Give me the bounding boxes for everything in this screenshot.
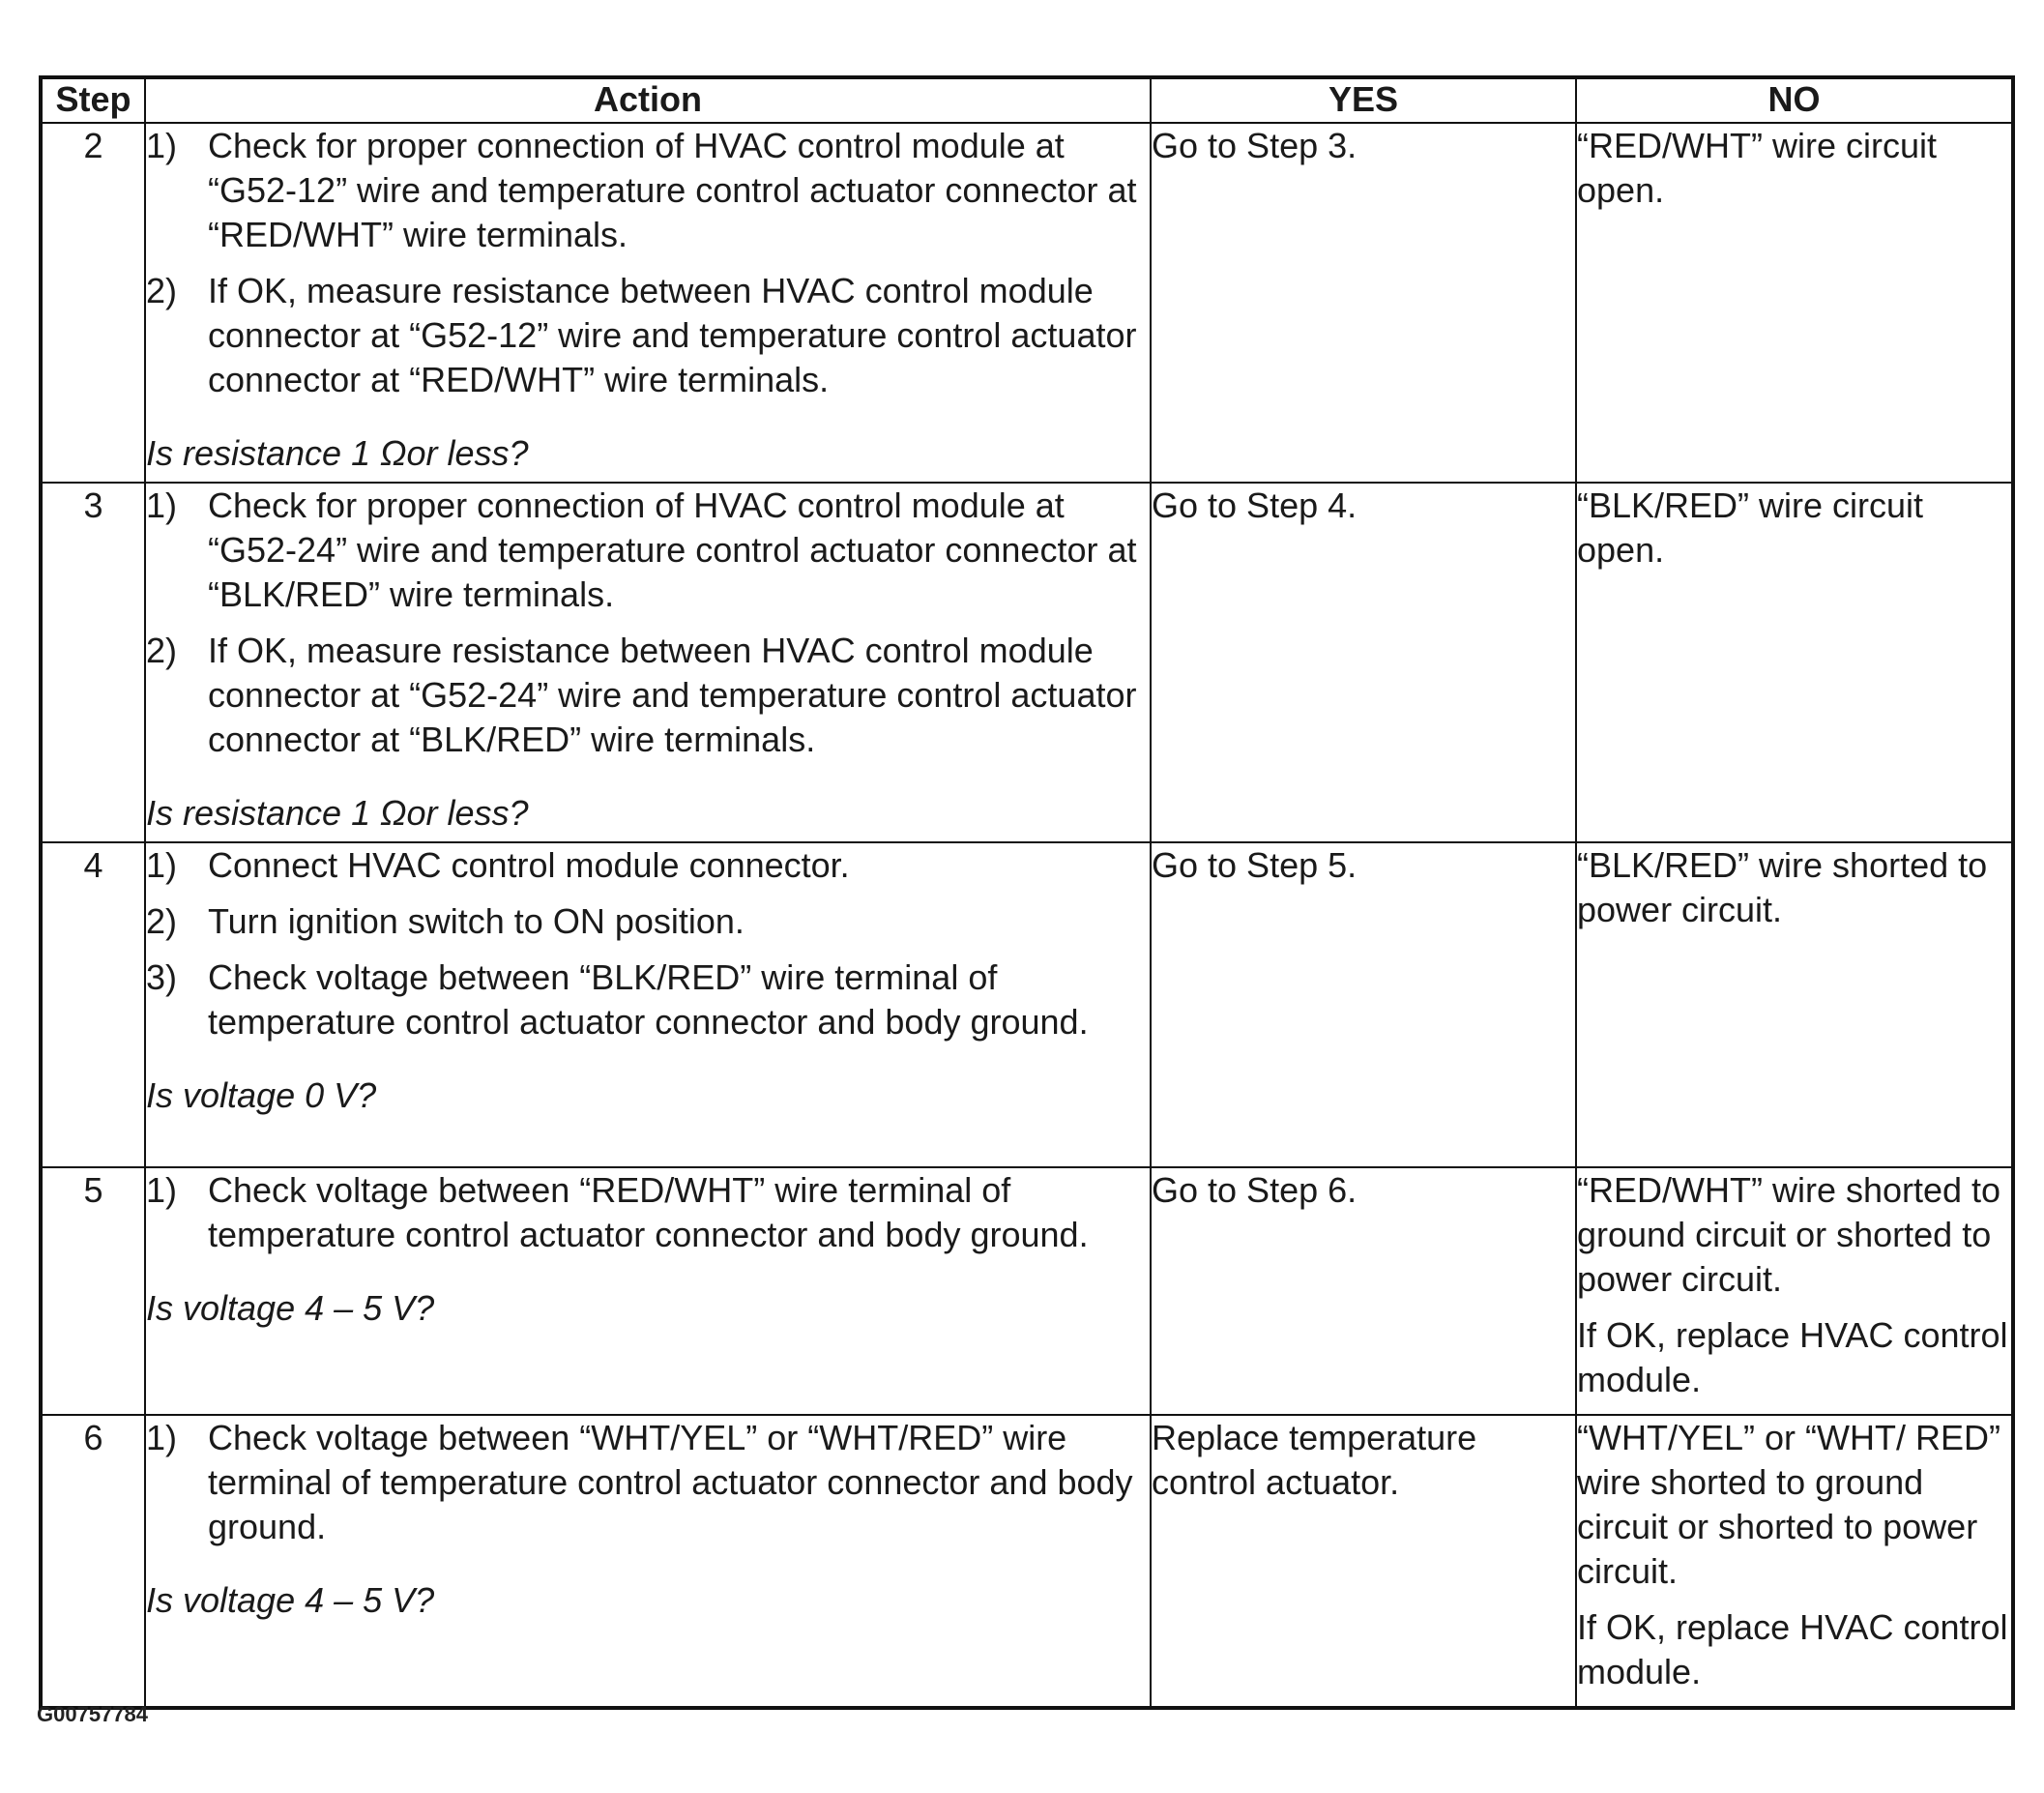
action-item-number: 2) [146, 631, 178, 670]
action-item [146, 269, 1150, 402]
table-row [41, 483, 2013, 842]
step-number: 5 [41, 1167, 145, 1415]
step-number: 4 [41, 842, 145, 1167]
yes-header: YES [1151, 77, 1576, 123]
no-result [1576, 842, 2013, 1167]
table-body [41, 123, 2013, 1708]
action-cell [145, 1415, 1151, 1708]
no-result-paragraph: “BLK/RED” wire shorted to power circuit. [1577, 845, 1988, 929]
action-item-text: Check for proper connection of HVAC control module at “G52-12” wire and temperature control actuator connector at “RED/WHT” wire terminals. [208, 126, 1137, 254]
no-result-paragraph: “WHT/YEL” or “WHT/ RED” wire shorted to ground circuit or shorted to power circuit. [1577, 1418, 2000, 1591]
action-item-number: 1) [146, 1170, 178, 1210]
action-question: Is voltage 4 – 5 V? [146, 1288, 435, 1328]
action-item [146, 955, 1150, 1044]
no-result-paragraph: If OK, replace HVAC control module. [1577, 1607, 2008, 1691]
action-item-text: If OK, measure resistance between HVAC control module connector at “G52-12” wire and temperature control actuator connector at “RED/WHT” wire terminals. [208, 271, 1137, 399]
no-result-paragraph: If OK, replace HVAC control module. [1577, 1315, 2008, 1399]
action-item [146, 629, 1150, 762]
yes-result: Replace temperature control actuator. [1151, 1415, 1576, 1708]
table-row [41, 123, 2013, 483]
action-item [146, 1168, 1150, 1257]
figure-id: G00757784 [37, 1702, 148, 1726]
no-header: NO [1576, 77, 2013, 123]
action-question: Is resistance 1 Ωor less? [146, 793, 529, 833]
action-cell [145, 1167, 1151, 1415]
action-item-number: 2) [146, 901, 178, 941]
table-row [41, 1167, 2013, 1415]
action-question: Is voltage 0 V? [146, 1075, 377, 1115]
yes-result: Go to Step 5. [1151, 842, 1576, 1167]
action-cell [145, 483, 1151, 842]
action-item-text: Connect HVAC control module connector. [208, 845, 850, 885]
action-question: Is resistance 1 Ωor less? [146, 433, 529, 473]
action-item-number: 1) [146, 126, 178, 165]
action-item [146, 843, 1150, 888]
action-item-number: 1) [146, 485, 178, 525]
yes-result: Go to Step 4. [1151, 483, 1576, 842]
step-number: 2 [41, 123, 145, 483]
no-result [1576, 483, 2013, 842]
no-result-paragraph: “RED/WHT” wire circuit open. [1577, 126, 1937, 210]
yes-result: Go to Step 3. [1151, 123, 1576, 483]
no-result [1576, 123, 2013, 483]
action-item-text: Turn ignition switch to ON position. [208, 901, 745, 941]
action-item [146, 484, 1150, 617]
action-item-text: Check for proper connection of HVAC control module at “G52-24” wire and temperature control actuator connector at “BLK/RED” wire terminals. [208, 485, 1137, 614]
action-item-text: Check voltage between “WHT/YEL” or “WHT/RED” wire terminal of temperature control actuator connector and body ground. [208, 1418, 1133, 1546]
yes-result: Go to Step 6. [1151, 1167, 1576, 1415]
action-item [146, 1416, 1150, 1549]
action-cell [145, 123, 1151, 483]
action-question: Is voltage 4 – 5 V? [146, 1580, 435, 1620]
no-result-paragraph: “RED/WHT” wire shorted to ground circuit or shorted to power circuit. [1577, 1170, 2001, 1299]
diagnostic-table [39, 75, 2015, 1710]
action-item-number: 2) [146, 271, 178, 310]
action-item-number: 1) [146, 845, 178, 885]
action-item-number: 1) [146, 1418, 178, 1457]
action-cell [145, 842, 1151, 1167]
header-row [41, 77, 2013, 123]
action-item-text: Check voltage between “RED/WHT” wire terminal of temperature control actuator connector and body ground. [208, 1170, 1089, 1254]
step-number: 3 [41, 483, 145, 842]
action-item [146, 124, 1150, 257]
action-item-text: Check voltage between “BLK/RED” wire terminal of temperature control actuator connector and body ground. [208, 957, 1089, 1042]
step-header: Step [41, 77, 145, 123]
action-item-text: If OK, measure resistance between HVAC control module connector at “G52-24” wire and temperature control actuator connector at “BLK/RED” wire terminals. [208, 631, 1137, 759]
no-result [1576, 1415, 2013, 1708]
action-header: Action [145, 77, 1151, 123]
action-item [146, 899, 1150, 944]
table-row [41, 1415, 2013, 1708]
action-item-number: 3) [146, 957, 178, 997]
table-row [41, 842, 2013, 1167]
no-result-paragraph: “BLK/RED” wire circuit open. [1577, 485, 1924, 570]
no-result [1576, 1167, 2013, 1415]
step-number: 6 [41, 1415, 145, 1708]
